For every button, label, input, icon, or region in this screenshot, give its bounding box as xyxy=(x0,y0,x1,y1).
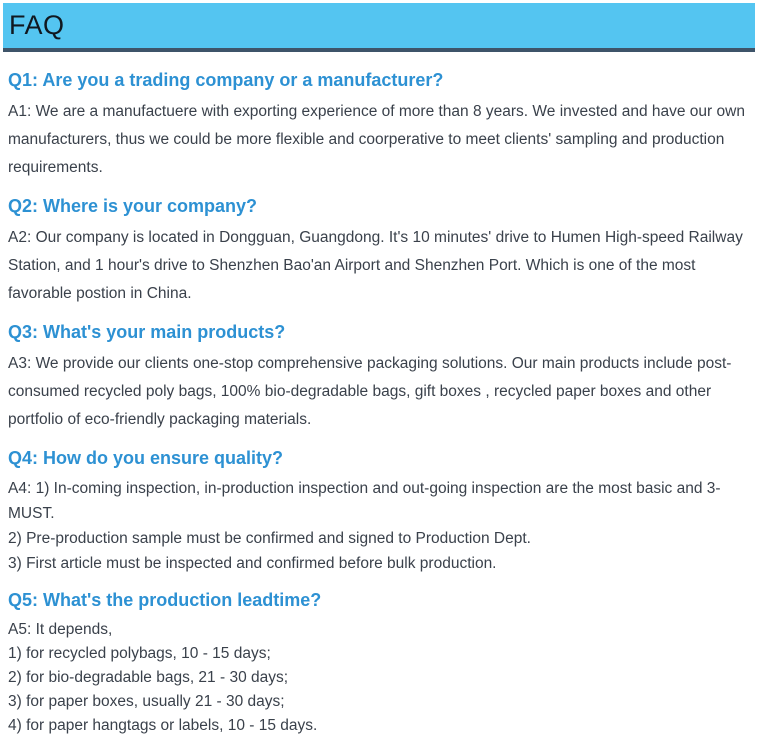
faq-item-4 xyxy=(8,448,755,576)
faq-item-5 xyxy=(8,590,755,738)
faq-question-2: Q2: Where is your company? xyxy=(8,196,258,216)
answer-text: 2) Pre-production sample must be confirmed and signed to Production Dept. xyxy=(8,530,531,547)
answer-text: 3) First article must be inspected and confirmed before bulk production. xyxy=(8,555,497,572)
faq-item-1 xyxy=(8,70,755,182)
answer-text: A2: Our company is located in Dongguan, Guangdong. It's 10 minutes' drive to Humen High-speed Railway Station, and 1 hour's drive to Shenzhen Bao'an Airport and Shenzhen Port. Which is one of the most favorable postion in China. xyxy=(8,229,743,302)
answer-text: 2) for bio-degradable bags, 21 - 30 days; xyxy=(8,669,289,686)
faq-item-2 xyxy=(8,196,755,308)
answer-text: A5: It depends, xyxy=(8,621,113,638)
answer-text: A3: We provide our clients one-stop comprehensive packaging solutions. Our main products include post-consumed recycled poly bags, 100% bio-degradable bags, gift boxes , recycled paper boxes and other portfolio of eco-friendly packaging materials. xyxy=(8,355,732,428)
faq-answer-4 xyxy=(8,476,755,576)
faq-question-4: Q4: How do you ensure quality? xyxy=(8,448,284,468)
faq-section-header xyxy=(3,3,755,52)
faq-answer-1 xyxy=(8,98,755,182)
answer-text: 3) for paper boxes, usually 21 - 30 days; xyxy=(8,693,285,710)
answer-text: 1) for recycled polybags, 10 - 15 days; xyxy=(8,645,271,662)
faq-question-5: Q5: What's the production leadtime? xyxy=(8,590,322,610)
faq-item-3 xyxy=(8,322,755,434)
answer-text: A1: We are a manufactuere with exporting experience of more than 8 years. We invested and have our own manufacturers, thus we could be more flexible and coorperative to meet clients' sampling and production requirements. xyxy=(8,103,745,176)
faq-content xyxy=(0,70,765,738)
faq-answer-5 xyxy=(8,618,755,738)
faq-question-1: Q1: Are you a trading company or a manufacturer? xyxy=(8,70,444,90)
faq-question-3: Q3: What's your main products? xyxy=(8,322,286,342)
faq-section-title: FAQ xyxy=(9,10,65,40)
answer-text: 4) for paper hangtags or labels, 10 - 15 days. xyxy=(8,717,318,734)
answer-text: A4: 1) In-coming inspection, in-production inspection and out-going inspection are the most basic and 3-MUST. xyxy=(8,480,721,522)
faq-answer-2 xyxy=(8,224,755,308)
faq-answer-3 xyxy=(8,350,755,434)
